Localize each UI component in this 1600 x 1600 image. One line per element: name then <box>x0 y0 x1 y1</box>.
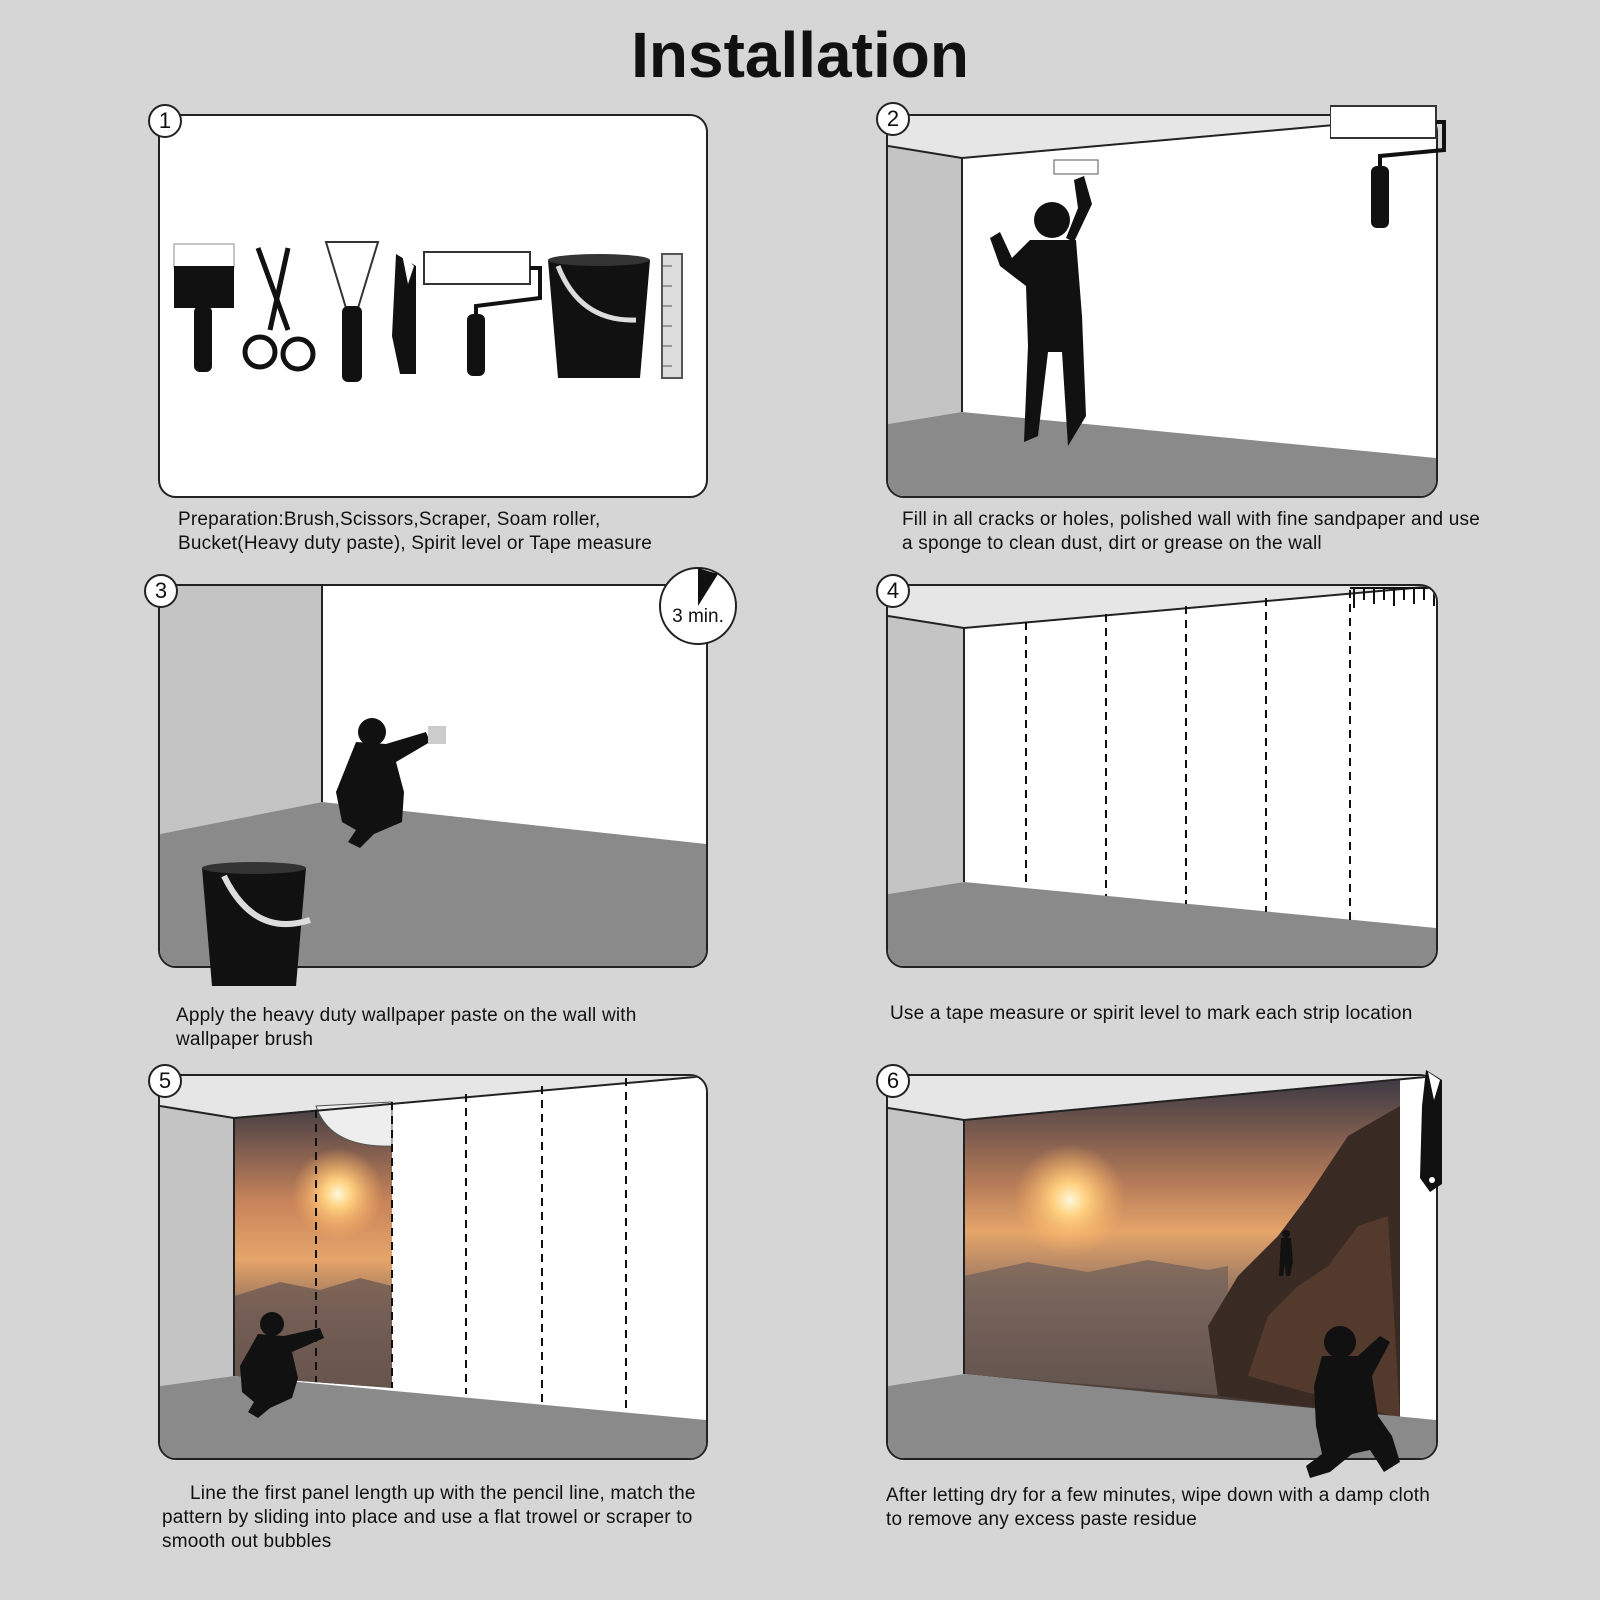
paint-roller-icon <box>1330 104 1450 237</box>
step-caption: Line the first panel length up with the pencil line, match the pattern by sliding into place and use a flat trowel or scraper to smooth out bubbles <box>162 1483 696 1552</box>
step-number: 2 <box>876 102 910 136</box>
scraper-icon <box>326 242 378 382</box>
step-number: 4 <box>876 574 910 608</box>
step-caption: Apply the heavy duty wallpaper paste on the wall with wallpaper brush <box>176 1005 637 1050</box>
utility-knife-icon <box>1416 1066 1446 1201</box>
ruler-icon <box>662 254 682 378</box>
step-number: 3 <box>144 574 178 608</box>
step-number: 1 <box>148 104 182 138</box>
step-caption: Fill in all cracks or holes, polished wall with fine sandpaper and use a sponge to clean dust, dirt or grease on the wall <box>902 509 1480 554</box>
bucket-icon <box>548 254 650 378</box>
scissors-icon <box>245 248 313 369</box>
paint-brush-icon <box>174 244 234 372</box>
step-caption: After letting dry for a few minutes, wipe down with a damp cloth to remove any excess paste residue <box>886 1485 1430 1530</box>
person-silhouette <box>1300 1316 1410 1491</box>
timer-icon <box>658 566 738 646</box>
room-illustration <box>158 1074 708 1460</box>
bucket-icon <box>198 860 314 995</box>
page-title: Installation <box>631 19 969 91</box>
room-illustration <box>886 584 1438 968</box>
step-caption: Preparation:Brush,Scissors,Scraper, Soam roller, Bucket(Heavy duty paste), Spirit level or Tape measure <box>178 509 653 554</box>
step-number: 6 <box>876 1064 910 1098</box>
tools-illustration <box>158 114 708 498</box>
utility-knife-icon <box>392 254 416 374</box>
timer-label: 3 min. <box>672 606 724 627</box>
paint-roller-icon <box>424 252 540 376</box>
step-number: 5 <box>148 1064 182 1098</box>
step-caption: Use a tape measure or spirit level to mark each strip location <box>890 1003 1413 1024</box>
